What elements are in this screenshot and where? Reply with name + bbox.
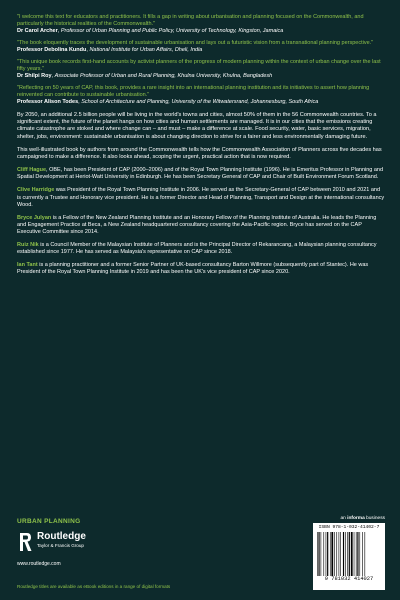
barcode-bar bbox=[327, 532, 328, 576]
barcode-bar bbox=[317, 532, 318, 576]
author-bio-text: was President of the Royal Town Planning Institute in 2006. He served as the Secretary-General of CAP between 2010 and 2021 and is currently a Trustee and Honorary vice president. He is a former Director and Head of Planning, Transport and Design at the international consultancy Wood. bbox=[17, 187, 385, 208]
author-bio bbox=[17, 215, 385, 236]
endorser-name: Professor Alison Todes bbox=[17, 99, 79, 105]
isbn-barcode bbox=[313, 523, 385, 590]
publisher-logo bbox=[17, 531, 117, 557]
description-paragraph: By 2050, an additional 2.5 billion people will be living in the world's towns and cities, almost 50% of them in the 56 Commonwealth countries. To a significant extent, the future of the planet hangs on how cities and human settlements are managed. It is in our cities that the emissions creating climate catastrophe are stoked and where change can – and must – make a difference at scale. Food security, water, basic services, migration, shelter, jobs, environment: sustainable urbanisation is about changing direction to strive for a fairer and less environmentally damaging future. bbox=[17, 112, 377, 140]
author-bio-text: is a Council Member of the Malaysian Institute of Planners and is the Principal Director of Rekarancang, a Malaysian planning consultancy established since 1977. He has served as Malaysia's representative on CAP since 2018. bbox=[17, 241, 377, 256]
publisher-website[interactable]: www.routledge.com bbox=[17, 561, 61, 567]
endorser-name: Dr Carol Archer bbox=[17, 28, 58, 34]
barcode-bar bbox=[351, 532, 353, 576]
author-name: Ruiz Nik bbox=[17, 241, 39, 248]
barcode-bar bbox=[334, 532, 335, 576]
barcode-bar bbox=[318, 532, 319, 576]
barcode-bar bbox=[336, 532, 337, 576]
author-bio-text: is a Fellow of the New Zealand Planning Institute and an Honorary Fellow of the Planning Institute of Australia. He leads the Planning and Engagement Practice at Beca, a New Zealand headquartered consultancy covering the Asia-Pacific region. Bryce has served on the CAP Executive Committee since 2014. bbox=[17, 214, 377, 235]
barcode-bar bbox=[339, 532, 340, 576]
description-paragraph: This well-illustrated book by authors from around the Commonwealth tells how the Commonwealth Association of Planners across five decades has campaigned to make a difference. It also looks ahead, scoping the urgent, practical action that is now required. bbox=[17, 146, 382, 161]
endorser-name: Dr Shilpi Roy bbox=[17, 73, 52, 79]
barcode-bar bbox=[326, 532, 327, 576]
barcode-bar bbox=[345, 532, 346, 576]
book-description bbox=[17, 112, 385, 161]
endorser-role: School of Architecture and Planning, University of the Witwatersrand, Johannesburg, South Africa bbox=[81, 99, 319, 105]
isbn-text: ISBN 978-1-032-41402-7 bbox=[318, 525, 380, 530]
informa-suffix: business bbox=[364, 516, 385, 521]
barcode-bar bbox=[323, 532, 324, 576]
barcode-bar bbox=[349, 532, 350, 576]
endorsement-author: Dr Shilpi Roy, Associate Professor of Urban and Rural Planning, Khulna University, Khulna, Bangladesh bbox=[17, 73, 273, 79]
barcode-bar bbox=[331, 532, 333, 576]
author-bio bbox=[17, 167, 385, 181]
author-name: Cliff Hague bbox=[17, 167, 47, 174]
author-bio-text: is a planning practitioner and a former Senior Partner of UK-based consultancy Barton Willmore (subsequently part of Stantec). He was President of the Royal Town Planning Institute in 2019 and has been the UK's vice president of CAP since 2020. bbox=[17, 262, 369, 276]
publisher-group: Taylor & Francis Group bbox=[37, 543, 84, 548]
endorser-role: National Institute for Urban Affairs, Dheli, India bbox=[89, 47, 203, 53]
barcode-bar bbox=[362, 532, 363, 576]
barcode-bar bbox=[359, 532, 360, 576]
barcode-digits: 9 781032 414027 bbox=[324, 576, 374, 582]
endorsement-quote: "This unique book records first-hand accounts by activist planners of the progress of modern planning within the context of urban change over the last fifty years." bbox=[17, 59, 381, 72]
barcode-bar bbox=[330, 532, 331, 576]
endorsement-author: Professor Alison Todes, School of Architecture and Planning, University of the Witwatersrand, Johannesburg, South Africa bbox=[17, 99, 319, 105]
author-bios bbox=[17, 167, 385, 276]
barcode-bars bbox=[316, 532, 382, 576]
barcode-bar bbox=[356, 532, 357, 576]
ebook-note: Routledge titles are available as eBook editions in a range of digital formats bbox=[17, 584, 171, 589]
author-name: Ian Tant bbox=[17, 262, 38, 269]
endorsement-quote: "The book eloquently traces the development of sustainable urbanisation and lays out a futuristic vision from a transnational planning perspective." bbox=[17, 40, 374, 46]
endorsement-quote: "I welcome this text for educators and practitioners. It fills a gap in writing about urbanisation and planning focused on the Commonwealth, and particularly the historical realities of the Commonwealth." bbox=[17, 14, 364, 27]
endorsement bbox=[17, 85, 385, 106]
routledge-r-icon bbox=[17, 531, 33, 553]
informa-brand: informa bbox=[347, 516, 365, 521]
barcode-bar bbox=[340, 532, 341, 576]
author-bio-text: , OBE, has been President of CAP (2000–2006) and of the Royal Town Planning Institute (1996). He is Emeritus Professor in Planning and Spatial Development at Heriot-Watt University in Edinburgh. He has been Secretary General of CAP and Chair of Built Environment Forum Scotland. bbox=[17, 167, 384, 181]
barcode-bar bbox=[347, 532, 348, 576]
author-bio bbox=[17, 242, 385, 256]
subject-category: URBAN PLANNING bbox=[17, 518, 81, 525]
endorser-name: Professor Debolina Kundu bbox=[17, 47, 87, 53]
barcode-bar bbox=[365, 532, 366, 576]
barcode-bar bbox=[321, 532, 322, 576]
endorsements bbox=[17, 14, 385, 106]
author-name: Clive Harridge bbox=[17, 187, 55, 194]
endorsement-author: Professor Debolina Kundu, National Institute for Urban Affairs, Dheli, India bbox=[17, 47, 203, 53]
publisher-name: Routledge bbox=[37, 531, 86, 542]
barcode-bar bbox=[354, 532, 355, 576]
informa-business-line bbox=[330, 516, 385, 521]
endorsement-quote: "Reflecting on 50 years of CAP, this book, provides a rare insight into an international planning institution and its initiatives to assert how planning reinvented can contribute to sustainable urbanisation." bbox=[17, 85, 370, 98]
informa-prefix: an bbox=[340, 516, 348, 521]
back-cover-content bbox=[17, 14, 385, 282]
endorsement bbox=[17, 40, 385, 54]
endorsement-author: Dr Carol Archer, Professor of Urban Planning and Public Policy, University of Technology, Kingston, Jamaica bbox=[17, 28, 284, 34]
author-bio bbox=[17, 187, 385, 208]
author-bio bbox=[17, 262, 385, 276]
endorsement bbox=[17, 14, 385, 35]
barcode-bar bbox=[343, 532, 344, 576]
author-name: Bryce Julyan bbox=[17, 214, 52, 221]
endorser-role: Associate Professor of Urban and Rural Planning, Khulna University, Khulna, Bangladesh bbox=[54, 73, 273, 79]
endorser-role: Professor of Urban Planning and Public Policy, University of Technology, Kingston, Jamaica bbox=[60, 28, 284, 34]
endorsement bbox=[17, 59, 385, 80]
barcode-bar bbox=[357, 532, 358, 576]
